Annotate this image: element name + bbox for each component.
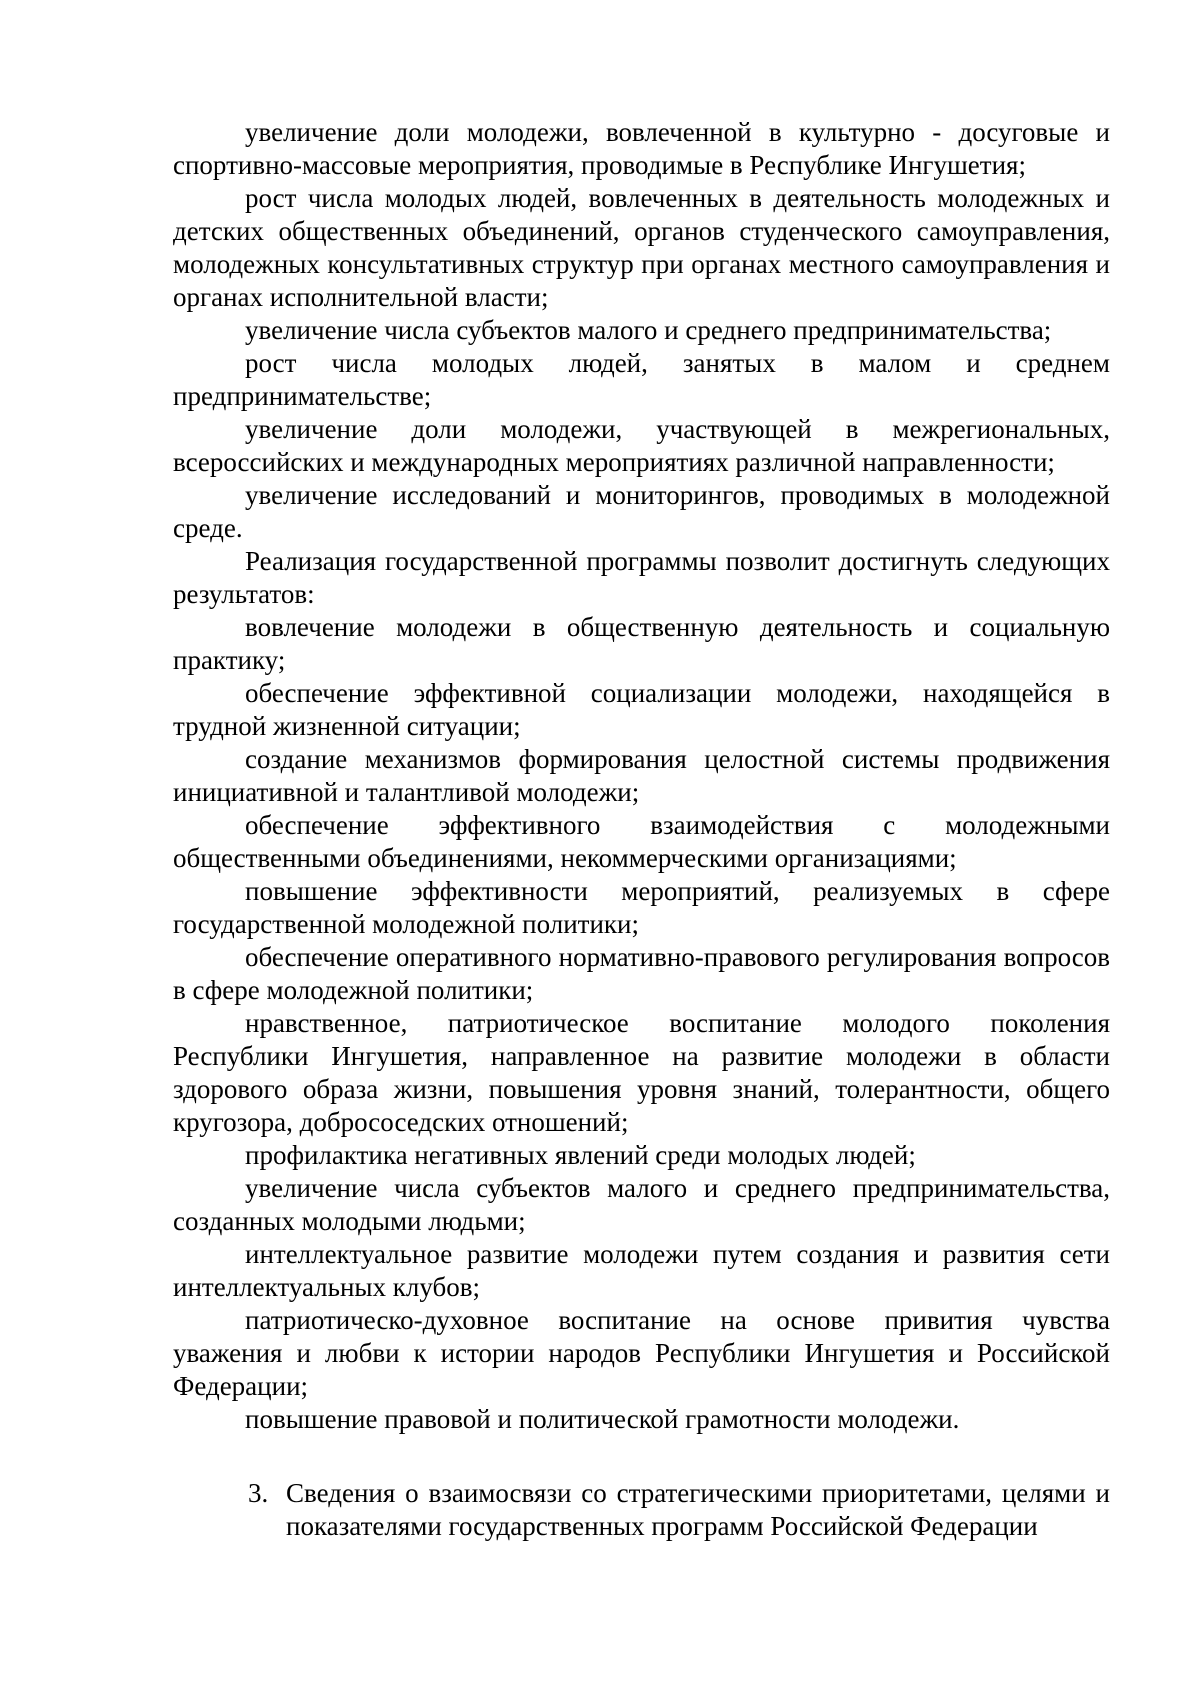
paragraph: увеличение числа субъектов малого и среднего предпринимательства, созданных молодыми людьми; <box>173 1173 1110 1236</box>
paragraph: увеличение доли молодежи, вовлеченной в культурно - досуговые и спортивно-массовые мероприятия, проводимые в Республике Ингушетия; <box>173 117 1110 180</box>
section-heading <box>173 1477 1110 1543</box>
paragraph: интеллектуальное развитие молодежи путем создания и развития сети интеллектуальных клубов; <box>173 1239 1110 1302</box>
paragraph: Реализация государственной программы позволит достигнуть следующих результатов: <box>173 546 1110 609</box>
paragraph: повышение правовой и политической грамотности молодежи. <box>245 1404 960 1434</box>
paragraph: создание механизмов формирования целостной системы продвижения инициативной и талантливой молодежи; <box>173 744 1110 807</box>
section-title: Сведения о взаимосвязи со стратегическими приоритетами, целями и показателями государственных программ Российской Федерации <box>286 1478 1110 1541</box>
paragraph: вовлечение молодежи в общественную деятельность и социальную практику; <box>173 612 1110 675</box>
paragraph: повышение эффективности мероприятий, реализуемых в сфере государственной молодежной политики; <box>173 876 1110 939</box>
paragraph: нравственное, патриотическое воспитание молодого поколения Республики Ингушетия, направленное на развитие молодежи в области здорового образа жизни, повышения уровня знаний, толерантности, общего кругозора, добрососедских отношений; <box>173 1008 1110 1137</box>
paragraph: рост числа молодых людей, занятых в малом и среднем предпринимательстве; <box>173 348 1110 411</box>
paragraph: рост числа молодых людей, вовлеченных в деятельность молодежных и детских общественных объединений, органов студенческого самоуправления, молодежных консультативных структур при органах местного самоуправления и органах исполнительной власти; <box>173 183 1110 312</box>
paragraph: обеспечение эффективной социализации молодежи, находящейся в трудной жизненной ситуации; <box>173 678 1110 741</box>
paragraph: профилактика негативных явлений среди молодых людей; <box>245 1140 916 1170</box>
section-number: 3. <box>248 1478 269 1508</box>
paragraph: увеличение исследований и мониторингов, проводимых в молодежной среде. <box>173 480 1110 543</box>
paragraph: обеспечение эффективного взаимодействия с молодежными общественными объединениями, некоммерческими организациями; <box>173 810 1110 873</box>
paragraph: увеличение доли молодежи, участвующей в межрегиональных, всероссийских и международных мероприятиях различной направленности; <box>173 414 1110 477</box>
paragraph: увеличение числа субъектов малого и среднего предпринимательства; <box>245 315 1052 345</box>
document-body <box>173 116 1110 1543</box>
paragraph: обеспечение оперативного нормативно-правового регулирования вопросов в сфере молодежной политики; <box>173 942 1110 1005</box>
paragraph: патриотическо-духовное воспитание на основе привития чувства уважения и любви к истории народов Республики Ингушетия и Российской Федерации; <box>173 1305 1110 1401</box>
